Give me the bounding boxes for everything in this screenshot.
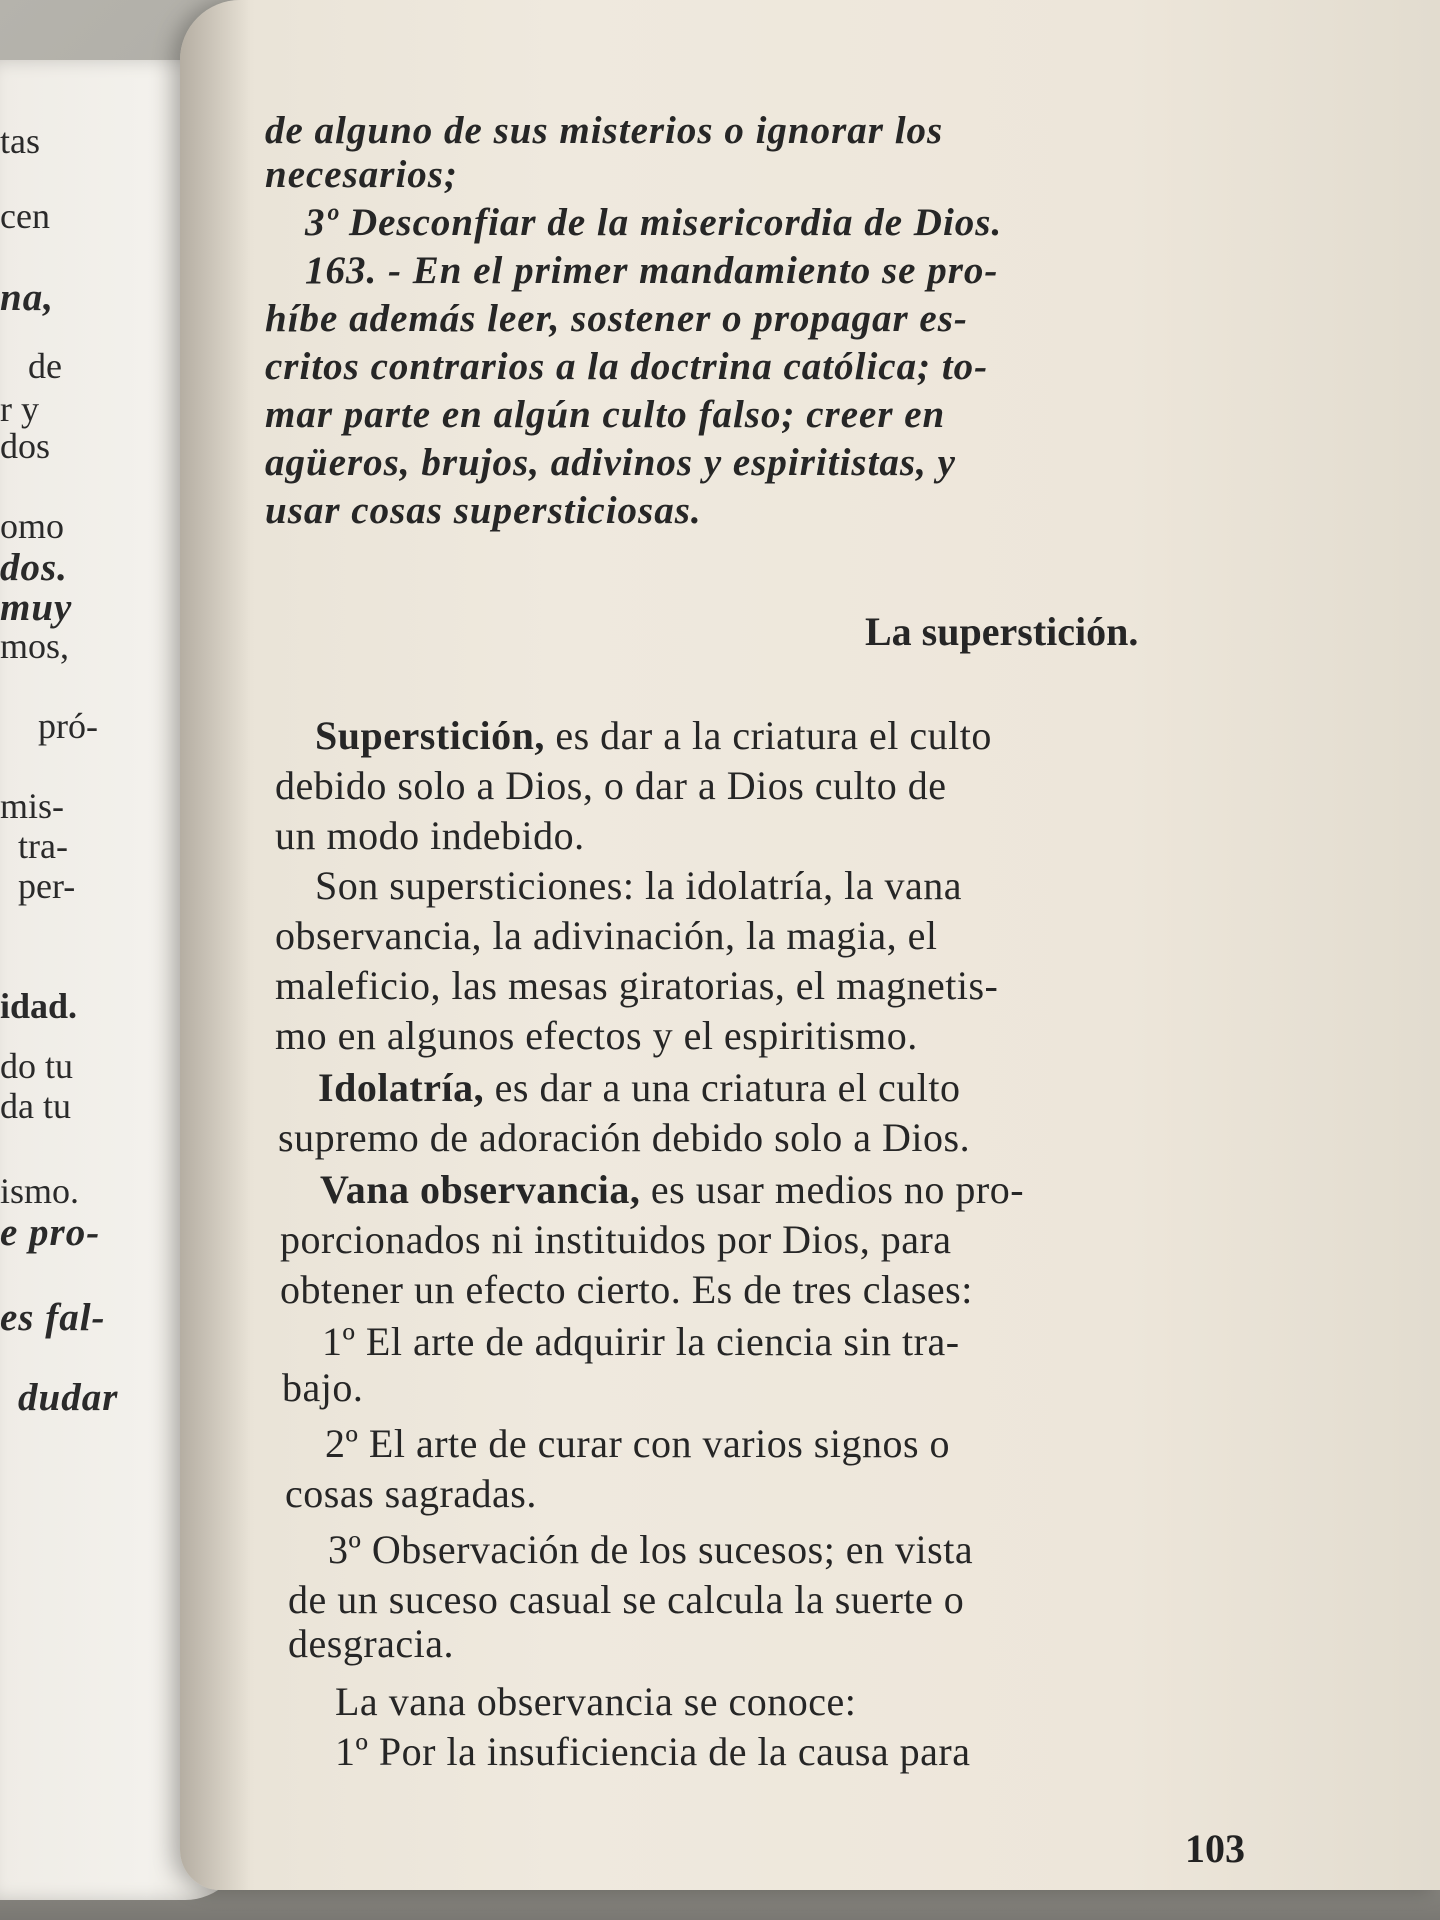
left-fragment: per-: [18, 866, 76, 906]
term-bold: Superstición,: [315, 713, 545, 758]
text-line: agüeros, brujos, adivinos y espiritistas, y: [265, 441, 956, 484]
paragraph-text: es dar a una criatura el culto: [484, 1065, 961, 1110]
text-line: mar parte en algún culto falso; creer en: [265, 393, 946, 436]
list-item: 2º El arte de curar con varios signos o: [325, 1421, 951, 1466]
text-line: critos contrarios a la doctrina católica; to-: [265, 345, 989, 388]
paragraph-text: es dar a la criatura el culto: [544, 713, 992, 758]
page-number: 103: [1185, 1826, 1245, 1871]
page-gutter-shadow: [180, 0, 250, 1890]
text-line: híbe además leer, sostener o propagar es-: [265, 297, 968, 340]
left-fragment: ismo.: [0, 1171, 80, 1211]
paragraph-line: Son supersticiones: la idolatría, la vana: [315, 863, 963, 908]
left-fragment: da tu: [0, 1086, 71, 1126]
list-item: 1º El arte de adquirir la ciencia sin tra-: [322, 1319, 960, 1364]
text-line: 163. - En el primer mandamiento se pro-: [305, 249, 999, 292]
list-item: 3º Observación de los sucesos; en vista: [328, 1527, 974, 1572]
left-fragment: dos: [0, 426, 51, 466]
paragraph-line: [315, 712, 992, 759]
paragraph-text: es usar medios no pro-: [640, 1167, 1025, 1212]
paragraph-line: mo en algunos efectos y el espiritismo.: [275, 1013, 918, 1058]
paragraph-line: [318, 1064, 961, 1111]
section-heading: La superstición.: [865, 609, 1139, 654]
left-fragment: mis-: [0, 786, 65, 826]
paragraph-line: un modo indebido.: [275, 813, 585, 858]
list-item: bajo.: [282, 1365, 364, 1410]
paragraph-line: [320, 1166, 1024, 1213]
paragraph-line: supremo de adoración debido solo a Dios.: [278, 1115, 971, 1160]
left-fragment: pró-: [38, 706, 98, 746]
paragraph-line: La vana observancia se conoce:: [335, 1679, 857, 1724]
paragraph-line: porcionados ni instituidos por Dios, para: [280, 1217, 952, 1262]
paragraph-line: debido solo a Dios, o dar a Dios culto de: [275, 763, 947, 808]
left-fragment: idad.: [0, 986, 78, 1026]
left-fragment: mos,: [0, 626, 70, 666]
paragraph-line: maleficio, las mesas giratorias, el magnetis-: [275, 963, 999, 1008]
left-fragment: dos.: [0, 546, 68, 589]
left-fragment: cen: [0, 196, 50, 236]
term-bold: Idolatría,: [318, 1065, 485, 1110]
paragraph-line: observancia, la adivinación, la magia, el: [275, 913, 938, 958]
left-fragment: do tu: [0, 1046, 74, 1086]
paragraph-line: 1º Por la insuficiencia de la causa para: [335, 1729, 971, 1774]
text-line: usar cosas supersticiosas.: [265, 489, 702, 532]
text-line: necesarios;: [265, 153, 458, 196]
paragraph-line: obtener un efecto cierto. Es de tres clases:: [280, 1267, 973, 1312]
left-fragment: es fal-: [0, 1296, 106, 1339]
left-fragment: e pro-: [0, 1211, 101, 1254]
left-fragment: omo: [0, 506, 65, 546]
text-line: 3º Desconfiar de la misericordia de Dios.: [305, 201, 1003, 244]
left-fragment: na,: [0, 276, 54, 319]
list-item: cosas sagradas.: [285, 1471, 537, 1516]
list-item: de un suceso casual se calcula la suerte o: [288, 1577, 965, 1622]
left-fragment: r y: [0, 389, 39, 429]
text-line: de alguno de sus misterios o ignorar los: [265, 109, 944, 152]
list-item: desgracia.: [288, 1621, 455, 1666]
right-page: [180, 0, 1440, 1890]
left-fragment: tas: [0, 121, 40, 161]
left-fragment: muy: [0, 586, 73, 629]
term-bold: Vana observancia,: [320, 1167, 641, 1212]
left-fragment: de: [28, 346, 62, 386]
left-fragment: tra-: [18, 826, 68, 866]
left-fragment: dudar: [18, 1376, 119, 1419]
